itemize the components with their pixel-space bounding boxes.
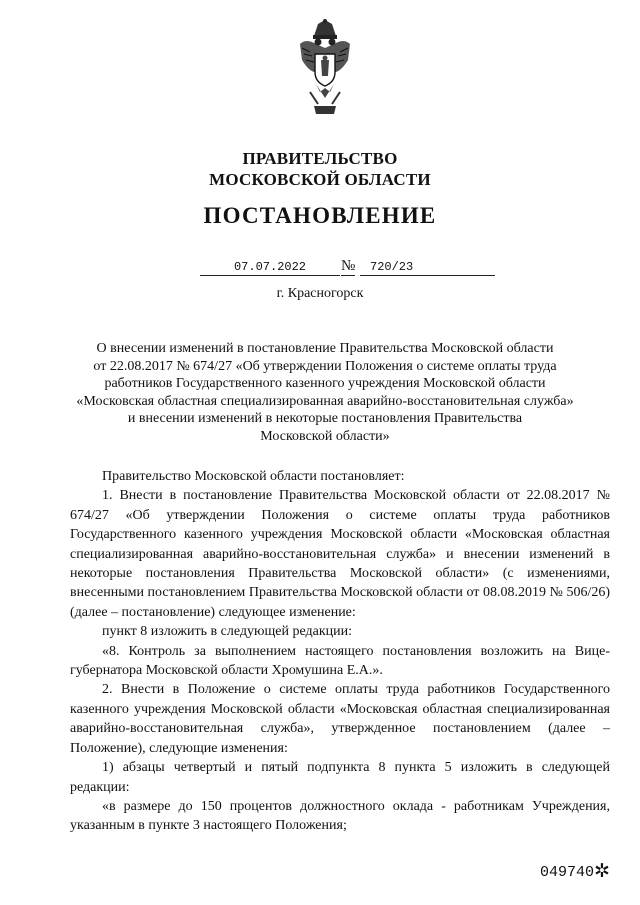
- government-title-line1: ПРАВИТЕЛЬСТВО: [242, 149, 398, 168]
- paragraph-2-item-1: 1) абзацы четвертый и пятый подпункта 8 пункта 5 изложить в следующей редакции:: [70, 760, 610, 795]
- subject-line: и внесении изменений в некоторые постановления Правительства: [127, 411, 523, 426]
- city-line: г. Красногорск: [276, 286, 364, 301]
- paragraph-1-point: пункт 8 изложить в следующей редакции:: [102, 624, 352, 640]
- subject-line: от 22.08.2017 № 674/27 «Об утверждении Положения о системе оплаты труда: [93, 358, 557, 374]
- stamp-star-icon: ✲: [594, 861, 610, 882]
- document-subject: [70, 340, 580, 445]
- paragraph-1: 1. Внести в постановление Правительства Московской области от 22.08.2017 № 674/27 «Об утверждении Положения о системе оплаты труда работников Государственного казенного учреждения Московской области «Московская областная специализированная аварийно-восстановительная служба» и внесении изменений в некоторые постановления Правительства Московской области» (с изменениями, внесенными постановлением Правительства Московской области от 08.08.2019 № 506/26) (далее – постановление) следующее изменение:: [70, 488, 610, 620]
- subject-line: работников Государственного казенного учреждения Московской области: [104, 376, 546, 391]
- subject-line: О внесении изменений в постановление Правительства Московской области: [96, 341, 554, 356]
- subject-line: Московской области»: [260, 428, 390, 444]
- document-number: 720/23: [360, 260, 495, 276]
- body-intro: Правительство Московской области постановляет:: [102, 469, 405, 484]
- serial-stamp: 049740: [540, 864, 595, 881]
- registration-line: [200, 258, 500, 278]
- document-type-title: ПОСТАНОВЛЕНИЕ: [203, 203, 437, 228]
- number-sign: №: [341, 258, 356, 274]
- paragraph-2: 2. Внести в Положение о системе оплаты труда работников Государственного казенного учреждения Московской области «Московская областная специализированная аварийно-восстановительная служба», утвержденное постановлением (далее – Положение), следующие изменения:: [70, 682, 610, 756]
- subject-line: «Московская областная специализированная аварийно-восстановительная служба»: [76, 393, 574, 409]
- document-date: 07.07.2022: [200, 260, 340, 276]
- document-body: [70, 467, 610, 836]
- coat-of-arms-icon: [296, 18, 354, 116]
- paragraph-2-quote: «в размере до 150 процентов должностного оклада - работникам Учреждения, указанным в пункте 3 настоящего Положения;: [70, 798, 610, 834]
- government-title-line2: МОСКОВСКОЙ ОБЛАСТИ: [209, 170, 431, 189]
- paragraph-1-quote: «8. Контроль за выполнением настоящего постановления возложить на Вице-губернатора Московской области Хромушина Е.А.».: [70, 643, 610, 679]
